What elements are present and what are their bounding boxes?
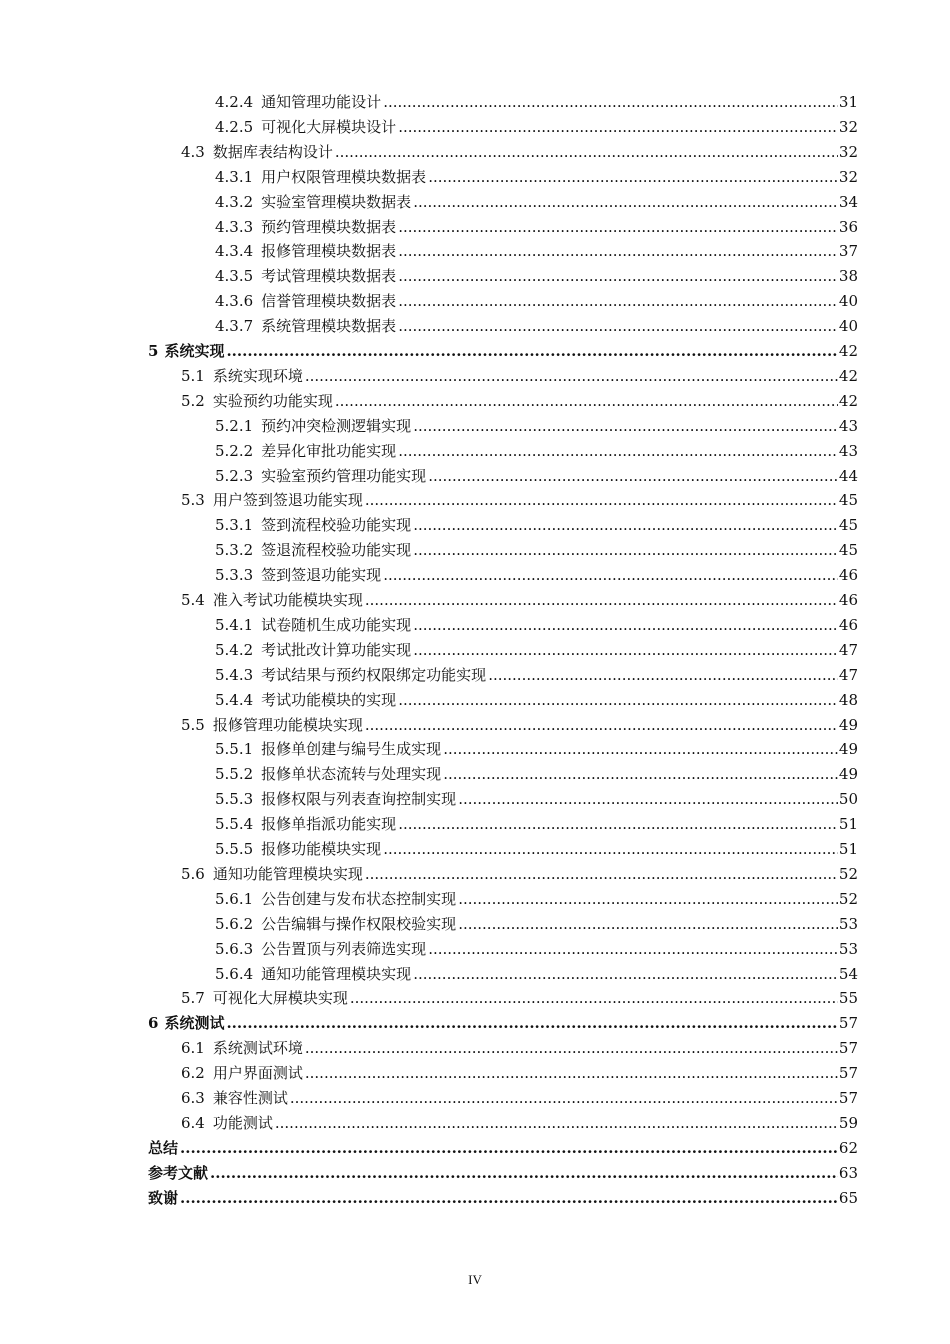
toc-entry[interactable] — [215, 688, 858, 713]
toc-entry-page: 42 — [838, 366, 858, 385]
toc-entry[interactable] — [215, 538, 858, 563]
toc-dot-leader — [398, 812, 838, 837]
toc-entry-title: 参考文献 — [148, 1163, 209, 1182]
toc-dot-leader — [413, 962, 838, 987]
toc-entry-number: 5.3 — [181, 491, 205, 510]
toc-dot-leader — [383, 837, 838, 862]
toc-entry-page: 59 — [838, 1113, 858, 1132]
toc-entry-number: 5.2 — [181, 391, 205, 410]
toc-entry-page: 36 — [838, 217, 858, 236]
toc-entry-page: 38 — [838, 267, 858, 286]
toc-entry-title: 签退流程校验功能实现 — [261, 541, 412, 560]
toc-entry[interactable] — [181, 389, 858, 414]
toc-entry-number: 4.2.4 — [215, 93, 254, 111]
toc-entry-number: 6 — [148, 1014, 159, 1033]
toc-entry-page: 57 — [838, 1014, 858, 1033]
toc-entry-title: 公告创建与发布状态控制实现 — [261, 889, 457, 908]
toc-entry-number: 4.2.5 — [215, 117, 254, 136]
toc-entry-number: 5.5.3 — [215, 790, 254, 809]
toc-entry-title: 报修管理模块数据表 — [261, 242, 397, 261]
toc-entry[interactable] — [215, 239, 858, 264]
toc-entry[interactable] — [215, 439, 858, 464]
toc-entry[interactable] — [181, 588, 858, 613]
toc-entry[interactable] — [215, 737, 858, 762]
toc-entry-number: 5.4 — [181, 591, 205, 609]
toc-dot-leader — [365, 862, 838, 887]
toc-entry-title: 系统测试 — [164, 1014, 225, 1033]
toc-entry-number: 4.3.3 — [215, 217, 254, 236]
toc-entry-number: 6.4 — [181, 1113, 205, 1132]
toc-entry-page: 46 — [838, 591, 858, 609]
toc-entry-title: 致谢 — [148, 1188, 179, 1207]
toc-entry[interactable] — [215, 787, 858, 812]
toc-entry-title: 功能测试 — [212, 1113, 273, 1132]
toc-entry[interactable] — [181, 1111, 858, 1136]
toc-entry-number: 4.3.4 — [215, 242, 254, 261]
toc-entry-title: 试卷随机生成功能实现 — [261, 615, 412, 634]
toc-dot-leader — [488, 663, 838, 688]
toc-entry-title: 考试管理模块数据表 — [261, 267, 397, 286]
toc-entry-title: 用户权限管理模块数据表 — [261, 167, 427, 186]
toc-dot-leader — [428, 937, 838, 962]
toc-entry[interactable] — [148, 1011, 858, 1036]
toc-entry-title: 可视化大屏模块设计 — [261, 117, 397, 136]
toc-dot-leader — [305, 364, 838, 389]
toc-dot-leader — [413, 538, 838, 563]
toc-entry-page: 46 — [838, 615, 858, 634]
toc-dot-leader — [413, 190, 838, 215]
toc-entry-number: 6.2 — [181, 1064, 205, 1083]
toc-entry[interactable] — [148, 1136, 858, 1161]
toc-entry-title: 考试结果与预约权限绑定功能实现 — [261, 665, 487, 684]
toc-entry[interactable] — [215, 264, 858, 289]
toc-dot-leader — [398, 688, 838, 713]
toc-entry[interactable] — [148, 1161, 858, 1186]
toc-entry-number: 5.4.3 — [215, 665, 254, 684]
toc-entry-page: 42 — [838, 342, 858, 360]
toc-dot-leader — [290, 1086, 838, 1111]
toc-entry-title: 通知管理功能设计 — [261, 93, 382, 111]
toc-dot-leader — [335, 140, 838, 165]
toc-dot-leader — [428, 464, 838, 489]
toc-entry-page: 43 — [838, 441, 858, 460]
toc-entry[interactable] — [181, 1036, 858, 1061]
toc-entry-title: 信誉管理模块数据表 — [261, 292, 397, 311]
toc-dot-leader — [398, 215, 838, 240]
toc-entry-title: 报修功能模块实现 — [261, 840, 382, 858]
toc-dot-leader — [365, 488, 838, 513]
toc-entry-page: 43 — [838, 416, 858, 435]
toc-dot-leader — [210, 1161, 838, 1186]
toc-entry[interactable] — [215, 887, 858, 912]
toc-entry-page: 47 — [838, 665, 858, 684]
toc-entry[interactable] — [215, 912, 858, 937]
toc-entry-page: 47 — [838, 640, 858, 659]
toc-entry-number: 6.1 — [181, 1039, 205, 1058]
toc-entry-page: 57 — [838, 1039, 858, 1058]
toc-entry-page: 34 — [838, 192, 858, 211]
toc-entry-number: 5.6.3 — [215, 939, 254, 958]
toc-entry-page: 55 — [838, 989, 858, 1008]
toc-entry-page: 65 — [838, 1188, 858, 1207]
toc-entry-title: 用户签到签退功能实现 — [212, 491, 363, 510]
toc-dot-leader — [180, 1136, 838, 1161]
toc-entry-title: 考试批改计算功能实现 — [261, 640, 412, 659]
toc-entry-page: 42 — [838, 391, 858, 410]
toc-dot-leader — [398, 289, 838, 314]
toc-entry[interactable] — [148, 1186, 858, 1211]
toc-entry-number: 4.3.5 — [215, 267, 254, 286]
toc-entry[interactable] — [215, 190, 858, 215]
toc-entry-page: 45 — [838, 541, 858, 560]
toc-entry-number: 4.3.2 — [215, 192, 254, 211]
toc-entry-title: 公告编辑与操作权限校验实现 — [261, 914, 457, 933]
toc-entry-page: 62 — [838, 1138, 858, 1157]
toc-entry-number: 4.3.6 — [215, 292, 254, 311]
toc-dot-leader — [458, 787, 838, 812]
toc-entry-number: 5.5.2 — [215, 765, 254, 784]
toc-dot-leader — [398, 439, 838, 464]
toc-entry-page: 32 — [838, 167, 858, 186]
toc-entry-page: 37 — [838, 242, 858, 261]
toc-entry-title: 系统实现 — [164, 342, 225, 360]
toc-entry[interactable] — [181, 488, 858, 513]
toc-entry-page: 46 — [838, 566, 858, 585]
toc-entry-number: 5.5.5 — [215, 840, 254, 858]
toc-entry-page: 32 — [838, 117, 858, 136]
toc-entry[interactable] — [215, 638, 858, 663]
toc-dot-leader — [443, 762, 838, 787]
toc-entry[interactable] — [181, 1086, 858, 1111]
toc-entry-page: 48 — [838, 690, 858, 709]
toc-entry-number: 5.6.1 — [215, 889, 254, 908]
toc-entry-title: 用户界面测试 — [212, 1064, 303, 1083]
toc-entry-page: 54 — [838, 964, 858, 983]
toc-entry-title: 兼容性测试 — [212, 1089, 288, 1107]
toc-entry[interactable] — [181, 713, 858, 738]
toc-entry[interactable] — [215, 937, 858, 962]
toc-entry[interactable] — [181, 862, 858, 887]
toc-dot-leader — [365, 713, 838, 738]
toc-entry-title: 差异化审批功能实现 — [261, 441, 397, 460]
toc-entry[interactable] — [181, 986, 858, 1011]
toc-entry-page: 52 — [838, 864, 858, 883]
toc-dot-leader — [275, 1111, 838, 1136]
toc-entry[interactable] — [215, 837, 858, 862]
toc-entry[interactable] — [215, 215, 858, 240]
toc-entry[interactable] — [215, 289, 858, 314]
toc-dot-leader — [383, 563, 838, 588]
toc-entry[interactable] — [215, 513, 858, 538]
toc-dot-leader — [413, 613, 838, 638]
toc-entry-title: 准入考试功能模块实现 — [212, 591, 363, 609]
toc-entry-page: 52 — [838, 889, 858, 908]
toc-entry-title: 公告置顶与列表筛选实现 — [261, 939, 427, 958]
toc-entry-title: 系统实现环境 — [212, 366, 303, 385]
toc-entry-title: 数据库表结构设计 — [212, 142, 333, 161]
toc-entry-page: 50 — [838, 790, 858, 809]
toc-entry-number: 5.5 — [181, 715, 205, 734]
toc-entry-title: 实验室管理模块数据表 — [261, 192, 412, 211]
toc-entry-number: 5.6.2 — [215, 914, 254, 933]
toc-dot-leader — [226, 339, 837, 364]
toc-entry-page: 51 — [838, 815, 858, 834]
toc-entry-title: 报修权限与列表查询控制实现 — [261, 790, 457, 809]
toc-entry[interactable] — [215, 812, 858, 837]
toc-entry-page: 40 — [838, 317, 858, 336]
toc-dot-leader — [350, 986, 838, 1011]
toc-entry-number: 5.5.1 — [215, 740, 254, 759]
toc-entry-number: 5.3.2 — [215, 541, 254, 560]
page-number: IV — [468, 1272, 482, 1287]
toc-entry-title: 预约管理模块数据表 — [261, 217, 397, 236]
toc-entry-title: 考试功能模块的实现 — [261, 690, 397, 709]
toc-entry-number: 5.3.3 — [215, 566, 254, 585]
toc-entry-title: 系统测试环境 — [212, 1039, 303, 1058]
toc-entry-title: 预约冲突检测逻辑实现 — [261, 416, 412, 435]
toc-entry-title: 报修单状态流转与处理实现 — [261, 765, 442, 784]
toc-entry-title: 签到流程校验功能实现 — [261, 516, 412, 535]
toc-dot-leader — [335, 389, 838, 414]
toc-entry-number: 5.4.2 — [215, 640, 254, 659]
toc-entry-number: 5.4.1 — [215, 615, 254, 634]
toc-dot-leader — [413, 414, 838, 439]
toc-entry-number: 5.6 — [181, 864, 205, 883]
toc-entry-number: 5.5.4 — [215, 815, 254, 834]
toc-entry-title: 实验室预约管理功能实现 — [261, 466, 427, 485]
toc-dot-leader — [398, 115, 838, 140]
toc-entry-title: 系统管理模块数据表 — [261, 317, 397, 336]
toc-entry-number: 5.3.1 — [215, 516, 254, 535]
toc-entry-number: 5.2.3 — [215, 466, 254, 485]
toc-entry[interactable] — [215, 563, 858, 588]
toc-entry[interactable] — [181, 1061, 858, 1086]
toc-entry-page: 49 — [838, 715, 858, 734]
toc-entry-title: 通知功能管理模块实现 — [212, 864, 363, 883]
toc-entry[interactable] — [215, 314, 858, 339]
toc-dot-leader — [398, 264, 838, 289]
toc-entry-number: 5.2.2 — [215, 441, 254, 460]
toc-entry-number: 6.3 — [181, 1089, 205, 1107]
toc-dot-leader — [413, 513, 838, 538]
toc-entry-page: 32 — [838, 142, 858, 161]
toc-dot-leader — [413, 638, 838, 663]
toc-entry-page: 40 — [838, 292, 858, 311]
toc-entry-title: 总结 — [148, 1138, 179, 1157]
toc-entry-page: 57 — [838, 1089, 858, 1107]
toc-entry-number: 5.2.1 — [215, 416, 254, 435]
toc-entry-page: 63 — [838, 1163, 858, 1182]
toc-entry[interactable] — [148, 339, 858, 364]
toc-entry[interactable] — [215, 90, 858, 115]
toc-dot-leader — [305, 1061, 838, 1086]
toc-entry-title: 可视化大屏模块实现 — [212, 989, 348, 1008]
toc-entry[interactable] — [215, 962, 858, 987]
toc-entry-title: 实验预约功能实现 — [212, 391, 333, 410]
toc-entry-title: 报修管理功能模块实现 — [212, 715, 363, 734]
toc-dot-leader — [383, 90, 838, 115]
toc-dot-leader — [226, 1011, 837, 1036]
toc-dot-leader — [443, 737, 838, 762]
toc-entry-page: 51 — [838, 840, 858, 858]
toc-entry-page: 44 — [838, 466, 858, 485]
toc-entry-title: 签到签退功能实现 — [261, 566, 382, 585]
toc-entry-page: 49 — [838, 740, 858, 759]
toc-entry-page: 49 — [838, 765, 858, 784]
toc-entry[interactable] — [215, 663, 858, 688]
toc-entry[interactable] — [215, 414, 858, 439]
toc-entry[interactable] — [181, 364, 858, 389]
toc-dot-leader — [458, 887, 838, 912]
toc-entry-page: 31 — [838, 93, 858, 111]
toc-entry-page: 53 — [838, 939, 858, 958]
toc-entry[interactable] — [215, 613, 858, 638]
toc-entry-number: 5 — [148, 342, 159, 360]
toc-entry[interactable] — [215, 762, 858, 787]
toc-entry-number: 5.7 — [181, 989, 205, 1008]
toc-dot-leader — [365, 588, 838, 613]
toc-entry-number: 4.3.1 — [215, 167, 254, 186]
toc-entry-page: 45 — [838, 491, 858, 510]
toc-entry-page: 53 — [838, 914, 858, 933]
toc-dot-leader — [398, 239, 838, 264]
toc-dot-leader — [428, 165, 838, 190]
toc-entry[interactable] — [215, 165, 858, 190]
toc-entry-title: 报修单创建与编号生成实现 — [261, 740, 442, 759]
toc-entry-title: 通知功能管理模块实现 — [261, 964, 412, 983]
toc-entry-number: 4.3.7 — [215, 317, 254, 336]
toc-entry[interactable] — [215, 115, 858, 140]
toc-entry-page: 45 — [838, 516, 858, 535]
toc-dot-leader — [180, 1186, 838, 1211]
toc-entry[interactable] — [215, 464, 858, 489]
toc-entry-page: 57 — [838, 1064, 858, 1083]
toc-dot-leader — [458, 912, 838, 937]
toc-entry-number: 4.3 — [181, 142, 205, 161]
toc-entry-number: 5.4.4 — [215, 690, 254, 709]
toc-entry[interactable] — [181, 140, 858, 165]
toc-entry-number: 5.6.4 — [215, 964, 254, 983]
toc-entry-title: 报修单指派功能实现 — [261, 815, 397, 834]
toc-dot-leader — [305, 1036, 838, 1061]
toc-entry-number: 5.1 — [181, 366, 205, 385]
toc-dot-leader — [398, 314, 838, 339]
